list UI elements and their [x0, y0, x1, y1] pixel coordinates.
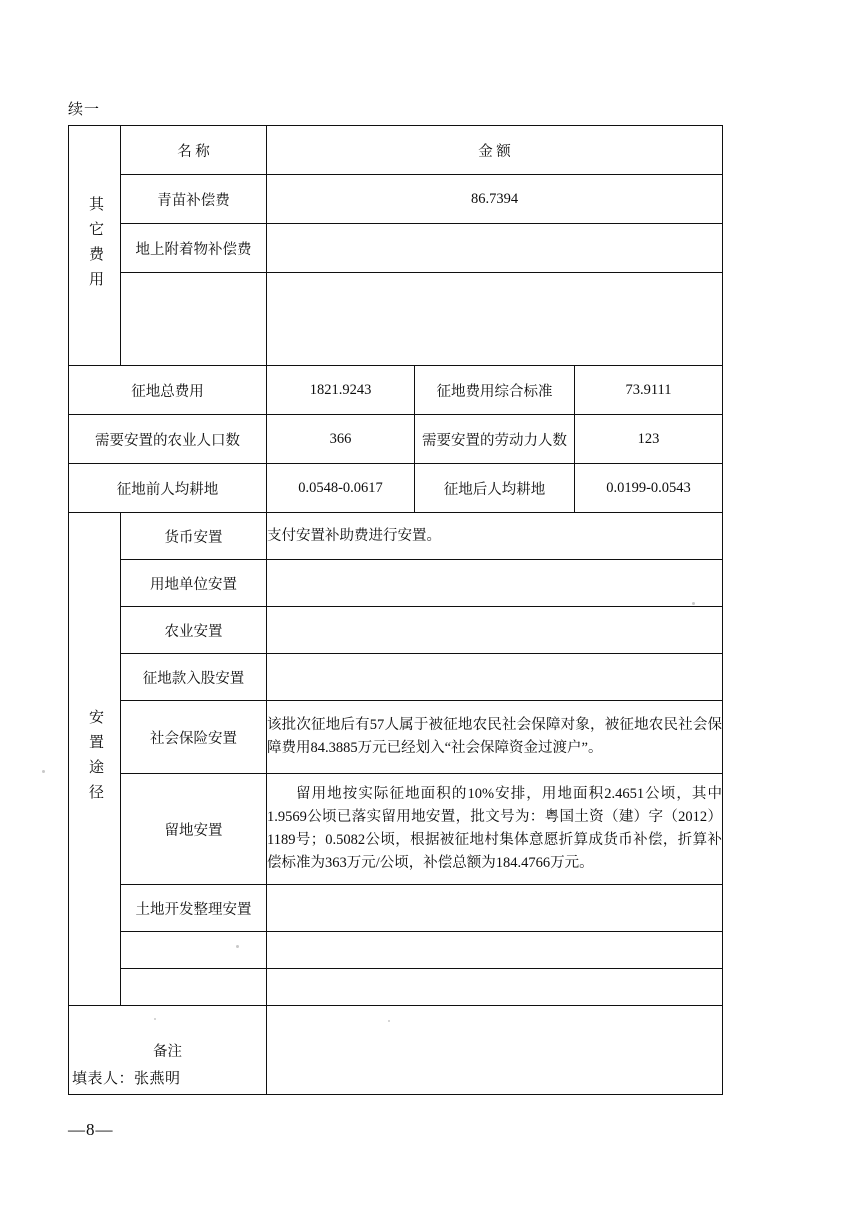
table-row: [69, 415, 723, 464]
resettlement-name-land-development: 土地开发整理安置: [121, 885, 267, 932]
resettlement-name-reserved-land: 留地安置: [121, 774, 267, 885]
land-acquisition-table: [68, 125, 723, 1095]
resettlement-content-blank-1: [267, 932, 723, 969]
remarks-label: 备注: [69, 1006, 267, 1095]
table-row: [69, 969, 723, 1006]
resettlement-content-monetary: 支付安置补助费进行安置。: [267, 513, 723, 560]
resettlement-name-shares: 征地款入股安置: [121, 654, 267, 701]
resettlement-name-blank-2: [121, 969, 267, 1006]
resettlement-content-blank-2: [267, 969, 723, 1006]
table-row: [69, 366, 723, 415]
resettlement-content-agriculture: [267, 607, 723, 654]
table-row: [69, 224, 723, 273]
scan-speckle: [388, 1020, 390, 1022]
table-row: [69, 932, 723, 969]
preparer-line: 填表人：张燕明: [72, 1071, 181, 1087]
fee-amount-seedling: 86.7394: [267, 175, 723, 224]
resettlement-name-social-insurance: 社会保险安置: [121, 701, 267, 774]
table-row: [69, 513, 723, 560]
resettlement-content-shares: [267, 654, 723, 701]
value-cost-standard: 73.9111: [575, 366, 723, 415]
table-row: [69, 126, 723, 175]
fee-name-blank-1: [121, 273, 267, 366]
value-labor-count: 123: [575, 415, 723, 464]
table-row: [69, 464, 723, 513]
value-farmland-after: 0.0199-0.0543: [575, 464, 723, 513]
resettlement-content-social-insurance: 该批次征地后有57人属于被征地农民社会保障对象，被征地农民社会保障费用84.3885万元已经划入“社会保障资金过渡户”。: [267, 701, 723, 774]
scan-speckle: [154, 1018, 156, 1020]
table-row: [69, 885, 723, 932]
table-row: [69, 774, 723, 885]
table-row: [69, 701, 723, 774]
label-total-cost: 征地总费用: [69, 366, 267, 415]
resettlement-vertical-label: 安置途径: [69, 513, 121, 1006]
scan-speckle: [692, 602, 695, 605]
label-farmland-after: 征地后人均耕地: [415, 464, 575, 513]
scan-speckle: [42, 770, 45, 773]
label-farmland-before: 征地前人均耕地: [69, 464, 267, 513]
table-row: [69, 273, 723, 366]
resettlement-content-reserved-land: 留用地按实际征地面积的10%安排，用地面积2.4651公顷，其中1.9569公顷已落实留用地安置，批文号为：粤国土资（建）字（2012）1189号；0.5082公顷，根据被征地村集体意愿折算成货币补偿，折算补偿标准为363万元/公顷，补偿总额为184.4766万元。: [267, 774, 723, 885]
resettlement-content-land-development: [267, 885, 723, 932]
table-row: [69, 607, 723, 654]
label-cost-standard: 征地费用综合标准: [415, 366, 575, 415]
resettlement-name-monetary: 货币安置: [121, 513, 267, 560]
page-number: —8—: [68, 1120, 114, 1139]
fee-name-seedling: 青苗补偿费: [121, 175, 267, 224]
other-fees-header-name: 名 称: [121, 126, 267, 175]
continuation-label: 续一: [68, 102, 101, 118]
value-farmland-before: 0.0548-0.0617: [267, 464, 415, 513]
table-row: [69, 175, 723, 224]
resettlement-content-employer: [267, 560, 723, 607]
table-row: [69, 654, 723, 701]
fee-name-attachments: 地上附着物补偿费: [121, 224, 267, 273]
other-fees-vertical-label: 其它费用: [69, 126, 121, 366]
resettlement-name-agriculture: 农业安置: [121, 607, 267, 654]
value-agri-population: 366: [267, 415, 415, 464]
resettlement-name-employer: 用地单位安置: [121, 560, 267, 607]
fee-amount-attachments: [267, 224, 723, 273]
remarks-content: [267, 1006, 723, 1095]
resettlement-name-blank-1: [121, 932, 267, 969]
other-fees-header-amount: 金 额: [267, 126, 723, 175]
value-total-cost: 1821.9243: [267, 366, 415, 415]
scan-speckle: [236, 945, 239, 948]
fee-amount-blank-1: [267, 273, 723, 366]
label-agri-population: 需要安置的农业人口数: [69, 415, 267, 464]
table-row: [69, 560, 723, 607]
label-labor-count: 需要安置的劳动力人数: [415, 415, 575, 464]
